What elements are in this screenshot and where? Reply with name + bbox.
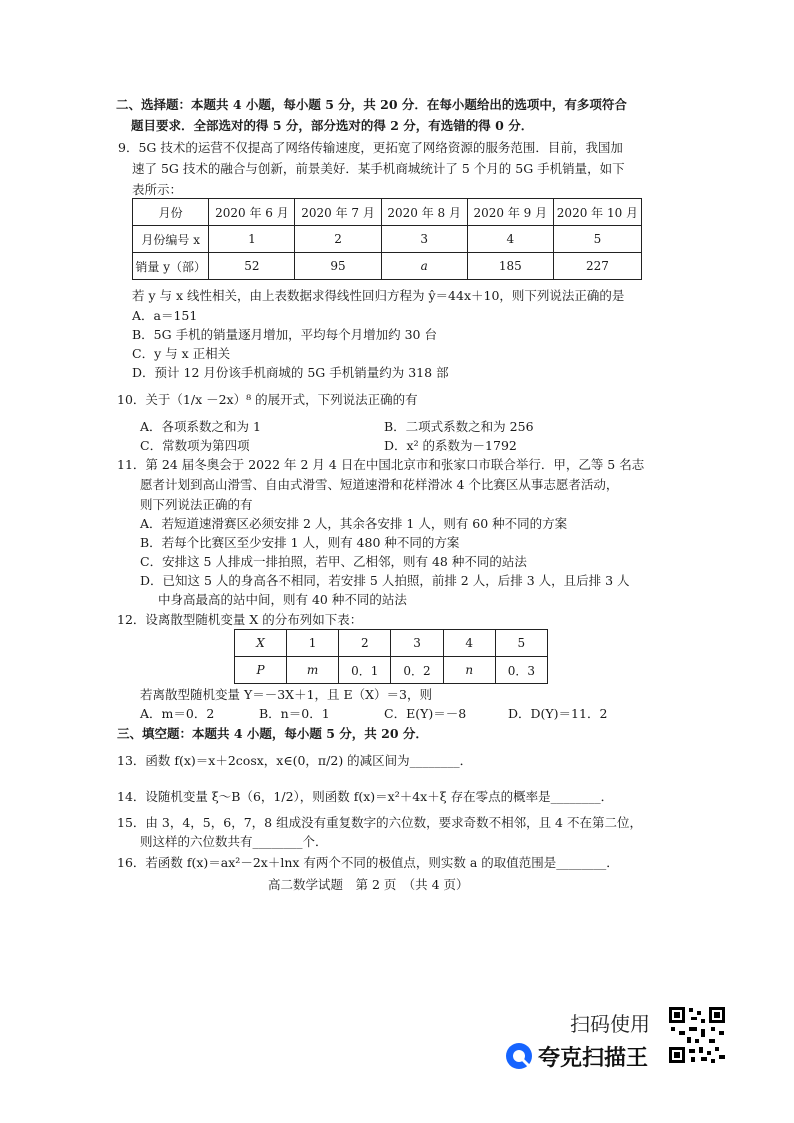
q12-option-c: C．E(Y)＝－8 [384, 706, 467, 721]
q11-option-a: A．若短道速滑赛区必须安排 2 人，其余各安排 1 人，则有 60 种不同的方案 [140, 516, 568, 531]
q10-option-b: B．二项式系数之和为 256 [384, 419, 534, 434]
table-cell: 52 [209, 253, 295, 280]
qr-code-icon [667, 1005, 727, 1065]
table-cell: 月份编号 x [133, 226, 209, 253]
table-cell: 0．1 [339, 657, 391, 684]
q11-line2: 愿者计划到高山滑雪、自由式滑雪、短道速滑和花样滑冰 4 个比赛区从事志愿者活动， [140, 477, 619, 492]
q11-option-b: B．若每个比赛区至少安排 1 人，则有 480 种不同的方案 [140, 535, 460, 550]
scan-label: 扫码使用 [570, 1012, 650, 1036]
q14-text: 14．设随机变量 ξ～B（6，1/2），则函数 f(x)＝x²＋4x＋ξ 存在零点的概率是________． [117, 789, 614, 804]
q11-option-d: D．已知这 5 人的身高各不相同，若安排 5 人拍照，前排 2 人，后排 3 人，且后排 3 人 [140, 573, 630, 588]
table-cell: 2 [339, 630, 391, 657]
table-cell: 227 [553, 253, 641, 280]
q10-option-a: A．各项系数之和为 1 [140, 419, 261, 434]
table-cell: 0．3 [495, 657, 547, 684]
q9-line1: 9．5G 技术的运营不仅提高了网络传输速度，更拓宽了网络资源的服务范围．目前，我国加 [118, 140, 623, 155]
table-row [235, 630, 548, 657]
table-cell: 2020 年 7 月 [295, 199, 381, 226]
q10-option-d: D．x² 的系数为－1792 [384, 438, 517, 453]
table-cell: m [287, 657, 339, 684]
q12-stem: 12．设离散型随机变量 X 的分布列如下表： [117, 612, 363, 627]
q12-option-b: B．n＝0．1 [259, 706, 330, 721]
q9-line2: 速了 5G 技术的融合与创新，前景美好．某手机商城统计了 5 个月的 5G 手机销量，如下 [132, 161, 625, 176]
table-cell: 95 [295, 253, 381, 280]
q10-option-c: C．常数项为第四项 [140, 438, 250, 453]
table-cell: 2020 年 6 月 [209, 199, 295, 226]
quark-logo-icon [504, 1041, 534, 1075]
table-cell: 销量 y（部） [133, 253, 209, 280]
page-footer: 高二数学试题 第 2 页 （共 4 页） [268, 877, 469, 892]
table-cell: X [235, 630, 287, 657]
section3-heading: 三、填空题：本题共 4 小题，每小题 5 分，共 20 分． [117, 726, 428, 741]
table-cell: 4 [443, 630, 495, 657]
table-cell: 5 [553, 226, 641, 253]
section2-heading-cont: 题目要求．全部选对的得 5 分，部分选对的得 2 分，有选错的得 0 分． [131, 118, 534, 133]
table-cell: 月份 [133, 199, 209, 226]
q11-line1: 11．第 24 届冬奥会于 2022 年 2 月 4 日在中国北京市和张家口市联合举行．甲，乙等 5 名志 [117, 457, 645, 472]
q12-option-a: A．m＝0．2 [140, 706, 215, 721]
section2-heading: 二、选择题：本题共 4 小题，每小题 5 分，共 20 分．在每小题给出的选项中，有多项符合 [116, 97, 627, 112]
q9-sales-table [132, 198, 642, 280]
table-row [235, 657, 548, 684]
table-cell: 2 [295, 226, 381, 253]
table-row [133, 199, 642, 226]
table-cell: P [235, 657, 287, 684]
table-cell: 3 [391, 630, 443, 657]
table-cell: a [381, 253, 467, 280]
q15-line2: 则这样的六位数共有________个． [140, 834, 328, 849]
table-cell: 185 [467, 253, 553, 280]
q13-text: 13．函数 f(x)＝x＋2cosx，x∈(0，π/2) 的减区间为________． [117, 753, 473, 768]
table-cell: n [443, 657, 495, 684]
table-cell: 1 [209, 226, 295, 253]
table-cell: 2020 年 9 月 [467, 199, 553, 226]
q11-option-c: C．安排这 5 人排成一排拍照，若甲、乙相邻，则有 48 种不同的站法 [140, 554, 527, 569]
q9-option-d: D．预计 12 月份该手机商城的 5G 手机销量约为 318 部 [132, 365, 449, 380]
q12-option-d: D．D(Y)＝11．2 [508, 706, 608, 721]
q9-stem: 若 y 与 x 线性相关，由上表数据求得线性回归方程为 ŷ＝44x＋10，则下列说法正确的是 [132, 288, 625, 303]
table-cell: 0．2 [391, 657, 443, 684]
q10-stem: 10．关于（1/x －2x）⁸ 的展开式，下列说法正确的有 [117, 392, 418, 407]
q9-option-c: C．y 与 x 正相关 [132, 346, 231, 361]
table-cell: 3 [381, 226, 467, 253]
q9-option-a: A．a＝151 [132, 308, 198, 323]
table-cell: 5 [495, 630, 547, 657]
q15-line1: 15．由 3，4，5，6，7，8 组成没有重复数字的六位数，要求奇数不相邻，且 4 不在第二位， [117, 815, 642, 830]
table-cell: 2020 年 10 月 [553, 199, 641, 226]
q11-line3: 则下列说法正确的有 [140, 497, 253, 512]
q12-distribution-table [234, 629, 548, 684]
app-name: 夸克扫描王 [538, 1046, 649, 1071]
q11-option-d-cont: 中身高最高的站中间，则有 40 种不同的站法 [158, 592, 407, 607]
table-row [133, 253, 642, 280]
q9-option-b: B．5G 手机的销量逐月增加，平均每个月增加约 30 台 [132, 327, 437, 342]
q16-text: 16．若函数 f(x)＝ax²－2x＋lnx 有两个不同的极值点，则实数 a 的取值范围是________． [117, 855, 619, 870]
table-row [133, 226, 642, 253]
table-cell: 1 [287, 630, 339, 657]
q12-condition: 若离散型随机变量 Y＝－3X＋1，且 E（X）＝3，则 [140, 687, 432, 702]
q9-line3: 表所示： [132, 182, 183, 197]
table-cell: 2020 年 8 月 [381, 199, 467, 226]
table-cell: 4 [467, 226, 553, 253]
